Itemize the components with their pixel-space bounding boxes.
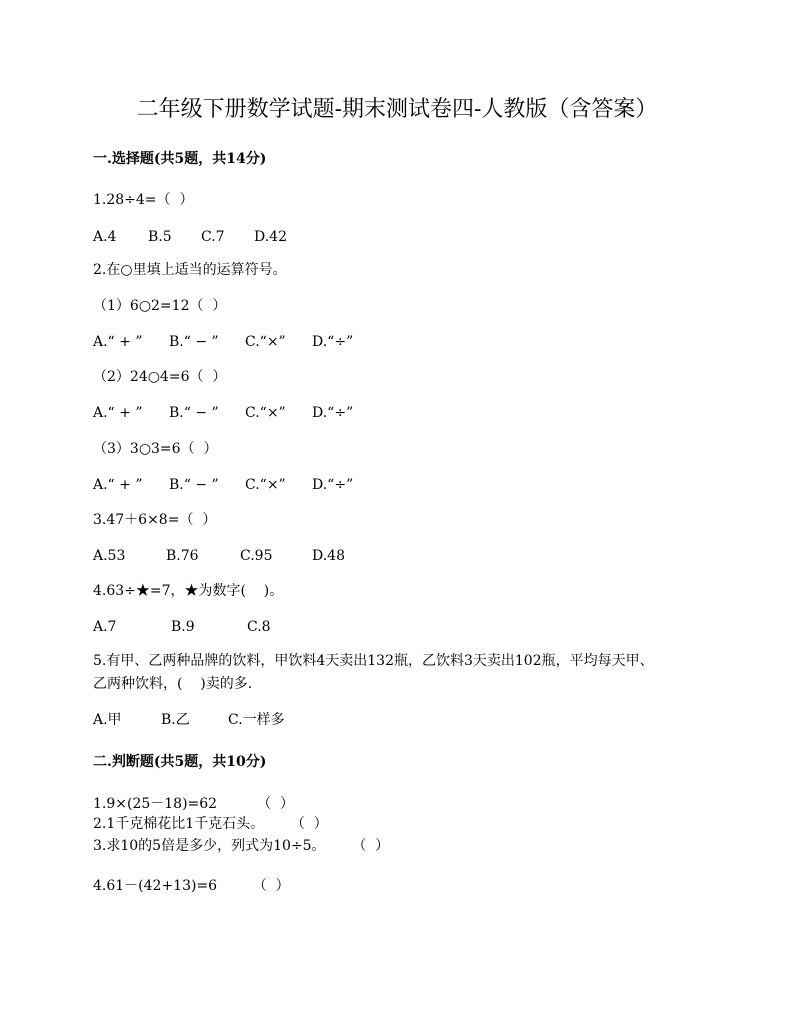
q1-option-b: B.5 xyxy=(148,229,172,245)
q2-1-option-d: D.“÷” xyxy=(312,334,354,350)
question-2-sub-1: （1）6○2=12（ ） xyxy=(93,298,227,314)
question-5-line-2: 乙两种饮料，( )卖的多. xyxy=(93,676,253,692)
q4-option-c: C.8 xyxy=(247,619,271,635)
q2-3-option-c: C.“×” xyxy=(245,477,286,493)
q2-2-option-c: C.“×” xyxy=(245,405,286,421)
q3-option-b: B.76 xyxy=(166,548,199,564)
section-header-judgment: 二.判断题(共5题，共10分) xyxy=(93,754,267,770)
q1-option-c: C.7 xyxy=(201,229,225,245)
q2-2-option-a: A.“ + ” xyxy=(93,405,143,421)
q1-option-a: A.4 xyxy=(93,229,117,245)
q3-option-a: A.53 xyxy=(93,548,126,564)
q1-option-d: D.42 xyxy=(254,229,287,245)
q2-1-option-c: C.“×” xyxy=(245,334,286,350)
question-3: 3.47＋6×8=（ ） xyxy=(93,512,217,528)
judgment-3: 3.求10的5倍是多少，列式为10÷5。 （ ） xyxy=(93,838,390,854)
judgment-4: 4.61－(42+13)=6 （ ） xyxy=(93,878,290,894)
q2-2-option-b: B.“ − ” xyxy=(169,405,219,421)
q5-option-b: B.乙 xyxy=(161,712,190,728)
judgment-1: 1.9×(25－18)=62 （ ） xyxy=(93,796,295,812)
document-title: 二年级下册数学试题-期末测试卷四-人教版（含答案） xyxy=(136,97,658,122)
q5-option-a: A.甲 xyxy=(93,712,122,728)
q2-1-option-b: B.“ − ” xyxy=(169,334,219,350)
q2-2-option-d: D.“÷” xyxy=(312,405,354,421)
q2-3-option-a: A.“ + ” xyxy=(93,477,143,493)
question-5-line-1: 5.有甲、乙两种品牌的饮料，甲饮料4天卖出132瓶，乙饮料3天卖出102瓶，平均每天甲、 xyxy=(93,653,654,669)
q5-option-c: C.一样多 xyxy=(228,712,285,728)
q4-option-a: A.7 xyxy=(93,619,117,635)
question-1: 1.28÷4=（ ） xyxy=(93,192,194,208)
question-2-sub-3: （3）3○3=6（ ） xyxy=(93,441,218,457)
q3-option-c: C.95 xyxy=(240,548,273,564)
q2-1-option-a: A.“ + ” xyxy=(93,334,143,350)
q2-3-option-b: B.“ − ” xyxy=(169,477,219,493)
q4-option-b: B.9 xyxy=(171,619,195,635)
question-4: 4.63÷★=7，★为数字( )。 xyxy=(93,583,284,599)
section-header-choice: 一.选择题(共5题，共14分) xyxy=(93,151,267,167)
q2-3-option-d: D.“÷” xyxy=(312,477,354,493)
question-2-sub-2: （2）24○4=6（ ） xyxy=(93,369,227,385)
question-2: 2.在○里填上适当的运算符号。 xyxy=(93,262,287,278)
q3-option-d: D.48 xyxy=(312,548,345,564)
judgment-2: 2.1千克棉花比1千克石头。 （ ） xyxy=(93,816,328,832)
